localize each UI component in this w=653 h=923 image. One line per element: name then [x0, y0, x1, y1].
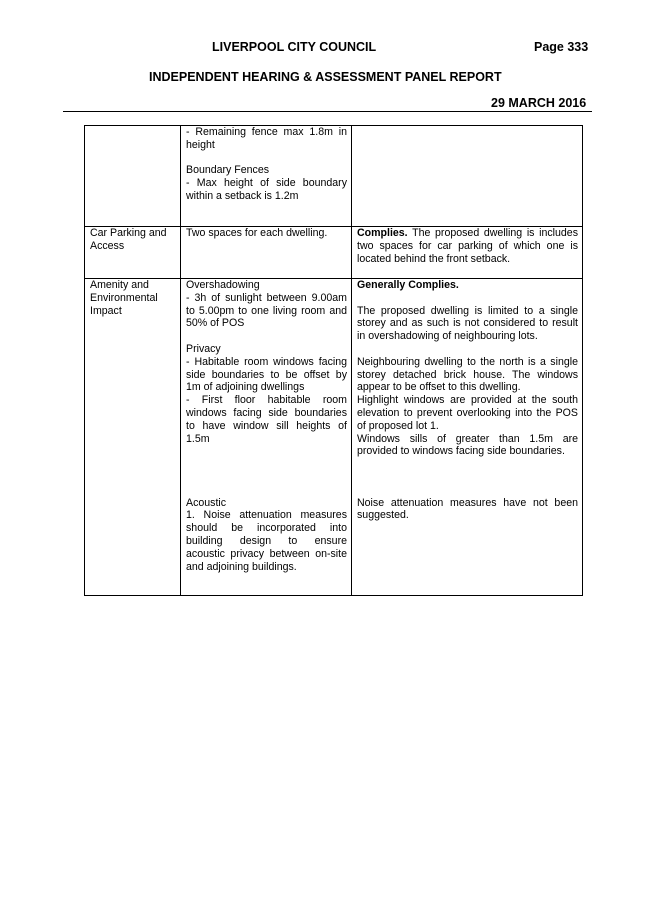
- status-label: Complies.: [357, 227, 408, 239]
- control-line: Boundary Fences: [186, 164, 270, 177]
- control-cell: [181, 227, 352, 279]
- control-heading: Privacy: [186, 342, 221, 355]
- comment-line: Neighbouring dwelling to the north is a single: [357, 355, 578, 368]
- comment-line: two spaces for car parking of which one is: [357, 239, 578, 252]
- topic-line: Access: [90, 239, 125, 252]
- council-name: LIVERPOOL CITY COUNCIL: [212, 40, 377, 54]
- control-line: within a setback is 1.2m: [186, 189, 299, 202]
- control-line: 50% of POS: [186, 317, 245, 330]
- control-line: - Habitable room windows facing: [186, 355, 347, 368]
- control-heading: Overshadowing: [186, 279, 260, 291]
- control-cell: [181, 279, 352, 596]
- control-line: and adjoining buildings.: [186, 560, 297, 573]
- control-line: to 5.00pm to one living room and: [186, 304, 347, 317]
- comment-cell: [352, 279, 583, 596]
- report-title: INDEPENDENT HEARING & ASSESSMENT PANEL REPORT: [149, 70, 502, 84]
- control-line: building design to ensure: [186, 534, 347, 547]
- comment-line: appear to be offset to this dwelling.: [357, 381, 521, 394]
- comment-line: Noise attenuation measures have not been: [357, 496, 578, 509]
- control-line: acoustic privacy between on-site: [186, 547, 347, 560]
- topic-line: Impact: [90, 304, 122, 317]
- comment-line: Highlight windows are provided at the south: [357, 394, 578, 407]
- comment-line: Windows sills of greater than 1.5m are: [357, 432, 578, 445]
- status-label: Generally Complies.: [357, 279, 459, 291]
- comment-line: elevation to prevent overlooking into the POS: [357, 406, 578, 419]
- control-line: - First floor habitable room: [186, 394, 347, 407]
- comment-cell: [352, 126, 583, 227]
- comment-line: storey and as such is not considered to result: [357, 317, 578, 330]
- topic-line: Environmental: [90, 291, 158, 304]
- table-row: [85, 279, 583, 596]
- topic-line: Car Parking and: [90, 227, 167, 239]
- comment-line: The proposed dwelling is includes: [412, 227, 578, 239]
- control-line: 1.5m: [186, 432, 210, 445]
- control-line: height: [186, 138, 215, 151]
- page-number: Page 333: [534, 40, 589, 54]
- comment-line: suggested.: [357, 509, 409, 522]
- topic-line: Amenity and: [90, 279, 149, 291]
- control-line: - Remaining fence max 1.8m in: [186, 126, 347, 138]
- control-cell: [181, 126, 352, 227]
- table-row: [85, 126, 583, 227]
- report-date: 29 MARCH 2016: [491, 96, 587, 110]
- control-line: should be incorporated into: [186, 522, 347, 535]
- control-line: - 3h of sunlight between 9.00am: [186, 291, 347, 304]
- comment-line: located behind the front setback.: [357, 252, 511, 265]
- control-line: 1. Noise attenuation measures: [186, 509, 347, 522]
- control-line: 1m of adjoining dwellings: [186, 381, 305, 394]
- comment-cell: [352, 227, 583, 279]
- control-line: - Max height of side boundary: [186, 177, 347, 190]
- control-heading: Acoustic: [186, 496, 227, 509]
- header-divider: [63, 111, 592, 112]
- topic-cell: [85, 126, 181, 227]
- control-line: side boundaries to be offset by: [186, 368, 347, 381]
- control-line: to have window sill heights of: [186, 419, 347, 432]
- control-line: Two spaces for each dwelling.: [186, 227, 328, 239]
- topic-cell: [85, 279, 181, 596]
- control-line: windows facing side boundaries: [186, 406, 347, 419]
- comment-line: of proposed lot 1.: [357, 419, 439, 432]
- topic-cell: [85, 227, 181, 279]
- table-row: [85, 227, 583, 279]
- comment-line: provided to windows facing side boundaries.: [357, 445, 565, 458]
- comment-line: The proposed dwelling is limited to a single: [357, 304, 578, 317]
- comment-line: storey detached brick house. The windows: [357, 368, 578, 381]
- comment-line: in overshadowing of neighbouring lots.: [357, 330, 538, 343]
- assessment-table: [84, 125, 583, 596]
